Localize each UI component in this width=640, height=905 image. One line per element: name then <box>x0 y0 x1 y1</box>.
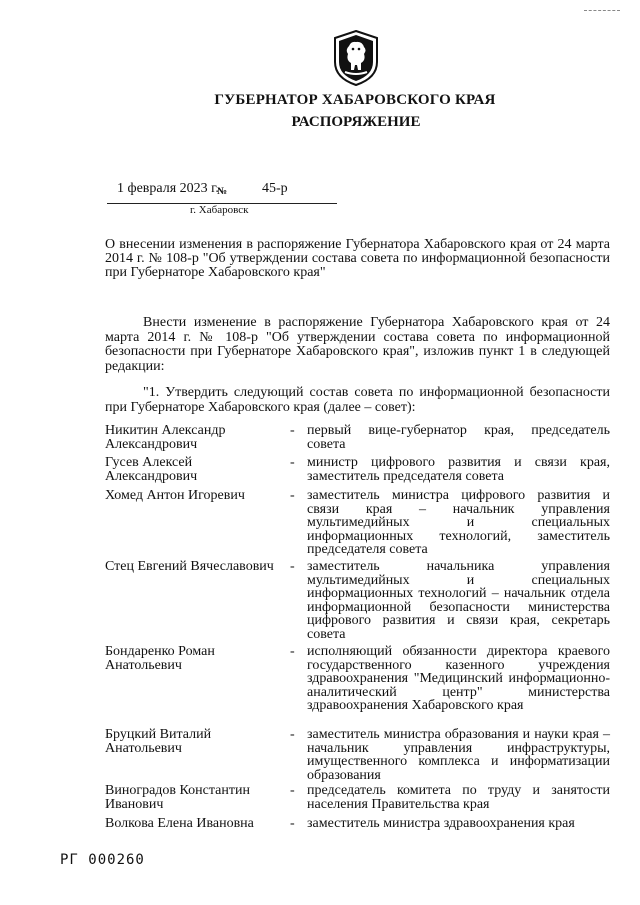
member-dash: - <box>290 644 295 659</box>
member-dash: - <box>290 488 295 503</box>
member-role: исполняющий обязанности директора краевого государственного казенного учреждения здравоохранения "Медицинский информационно-аналитический центр" министерства здравоохранения Хабаровского края <box>307 644 610 713</box>
member-name: Гусев Алексей Александрович <box>105 455 198 484</box>
body-paragraph-1: Внести изменение в распоряжение Губернатора Хабаровского края от 24 марта 2014 г. № 108-р "Об утверждении состава совета по информационной безопасности при Губернаторе Хабаровского края", изложив пункт 1 в следующей редакции: <box>105 315 610 374</box>
member-name: Никитин Александр Александрович <box>105 423 226 452</box>
member-dash: - <box>290 727 295 742</box>
member-role: министр цифрового развития и связи края, заместитель председателя совета <box>307 455 610 484</box>
issue-city: г. Хабаровск <box>190 204 249 216</box>
number-sign: № <box>217 186 228 197</box>
member-role: председатель комитета по труду и занятости населения Правительства края <box>307 783 610 812</box>
coat-of-arms-emblem <box>331 30 381 86</box>
member-dash: - <box>290 816 295 831</box>
member-role: заместитель министра цифрового развития и связи края – начальник управления мультимедийных и специальных информационных технологий, заместитель председателя совета <box>307 488 610 557</box>
member-dash: - <box>290 559 295 574</box>
authority-title: ГУБЕРНАТОР ХАБАРОВСКОГО КРАЯ <box>214 92 496 108</box>
member-name: Бруцкий Виталий Анатольевич <box>105 727 212 756</box>
corner-mark <box>584 10 620 11</box>
member-role: первый вице-губернатор края, председатель совета <box>307 423 610 452</box>
member-role: заместитель министра здравоохранения края <box>307 816 575 831</box>
document-subject: О внесении изменения в распоряжение Губернатора Хабаровского края от 24 марта 2014 г. № 108-р "Об утверждении состава совета по информационной безопасности при Губернаторе Хабаровского края" <box>105 237 610 280</box>
document-number: 45-р <box>262 181 288 196</box>
member-dash: - <box>290 455 295 470</box>
member-role: заместитель министра образования и науки края – начальник управления инфраструктуры, имущественного комплекса и информатизации образования <box>307 727 610 783</box>
form-serial-code: РГ 000260 <box>60 852 145 868</box>
body-paragraph-2: "1. Утвердить следующий состав совета по информационной безопасности при Губернаторе Хабаровского края (далее – совет): <box>105 385 610 415</box>
member-name: Бондаренко Роман Анатольевич <box>105 644 215 673</box>
member-dash: - <box>290 423 295 438</box>
document-type: РАСПОРЯЖЕНИЕ <box>291 114 421 130</box>
member-name: Виноградов Константин Иванович <box>105 783 250 812</box>
member-dash: - <box>290 783 295 798</box>
member-name: Хомед Антон Игоревич <box>105 488 245 503</box>
member-role: заместитель начальника управления мультимедийных и специальных информационных технологий – начальник отдела информационной безопасности министерства цифрового развития и связи края, секретарь совета <box>307 559 610 642</box>
member-name: Стец Евгений Вячеславович <box>105 559 274 574</box>
document-date: 1 февраля 2023 г. <box>117 181 219 196</box>
member-name: Волкова Елена Ивановна <box>105 816 254 831</box>
